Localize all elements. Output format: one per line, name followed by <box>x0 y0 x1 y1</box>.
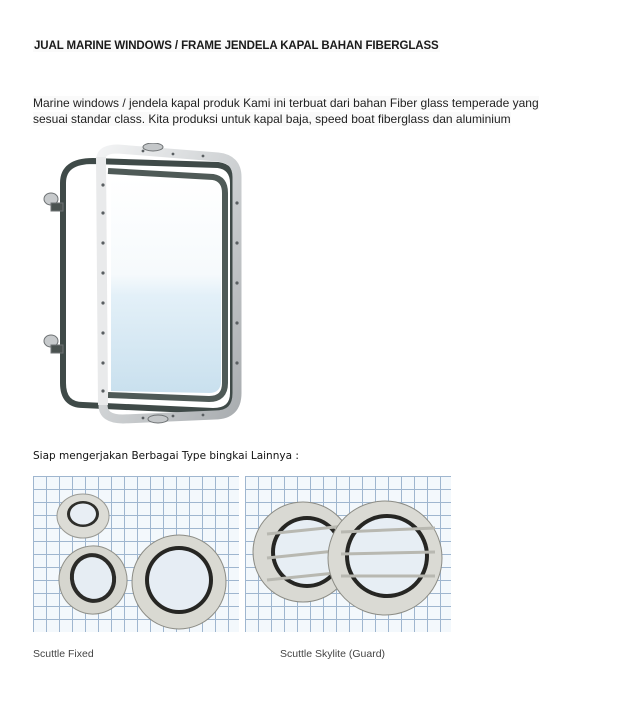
scuttle-fixed-image <box>33 476 239 632</box>
caption-scuttle-skylite: Scuttle Skylite (Guard) <box>280 648 386 660</box>
intro-paragraph <box>33 95 573 127</box>
scuttle-fixed-illustration <box>33 476 239 632</box>
ring-small <box>57 494 109 538</box>
ring-large <box>132 535 226 629</box>
guard-ring-right <box>328 501 442 615</box>
intro-line-2: sesuai standar class. Kita produksi untuk kapal baja, speed boat fiberglass dan aluminium <box>33 112 511 126</box>
intro-line-1: Marine windows / jendela kapal produk Kami ini terbuat dari bahan Fiber glass temperade yang <box>33 96 539 110</box>
other-types-subheading: Siap mengerjakan Berbagai Type bingkai Lainnya : <box>33 450 299 462</box>
ring-medium <box>51 538 134 621</box>
caption-scuttle-fixed: Scuttle Fixed <box>33 648 94 660</box>
marine-window-illustration <box>33 143 253 425</box>
page-title: JUAL MARINE WINDOWS / FRAME JENDELA KAPAL BAHAN FIBERGLASS <box>34 40 439 52</box>
scuttle-skylite-image <box>245 476 451 632</box>
marine-window-image <box>33 143 253 425</box>
scuttle-skylite-illustration <box>245 476 451 632</box>
